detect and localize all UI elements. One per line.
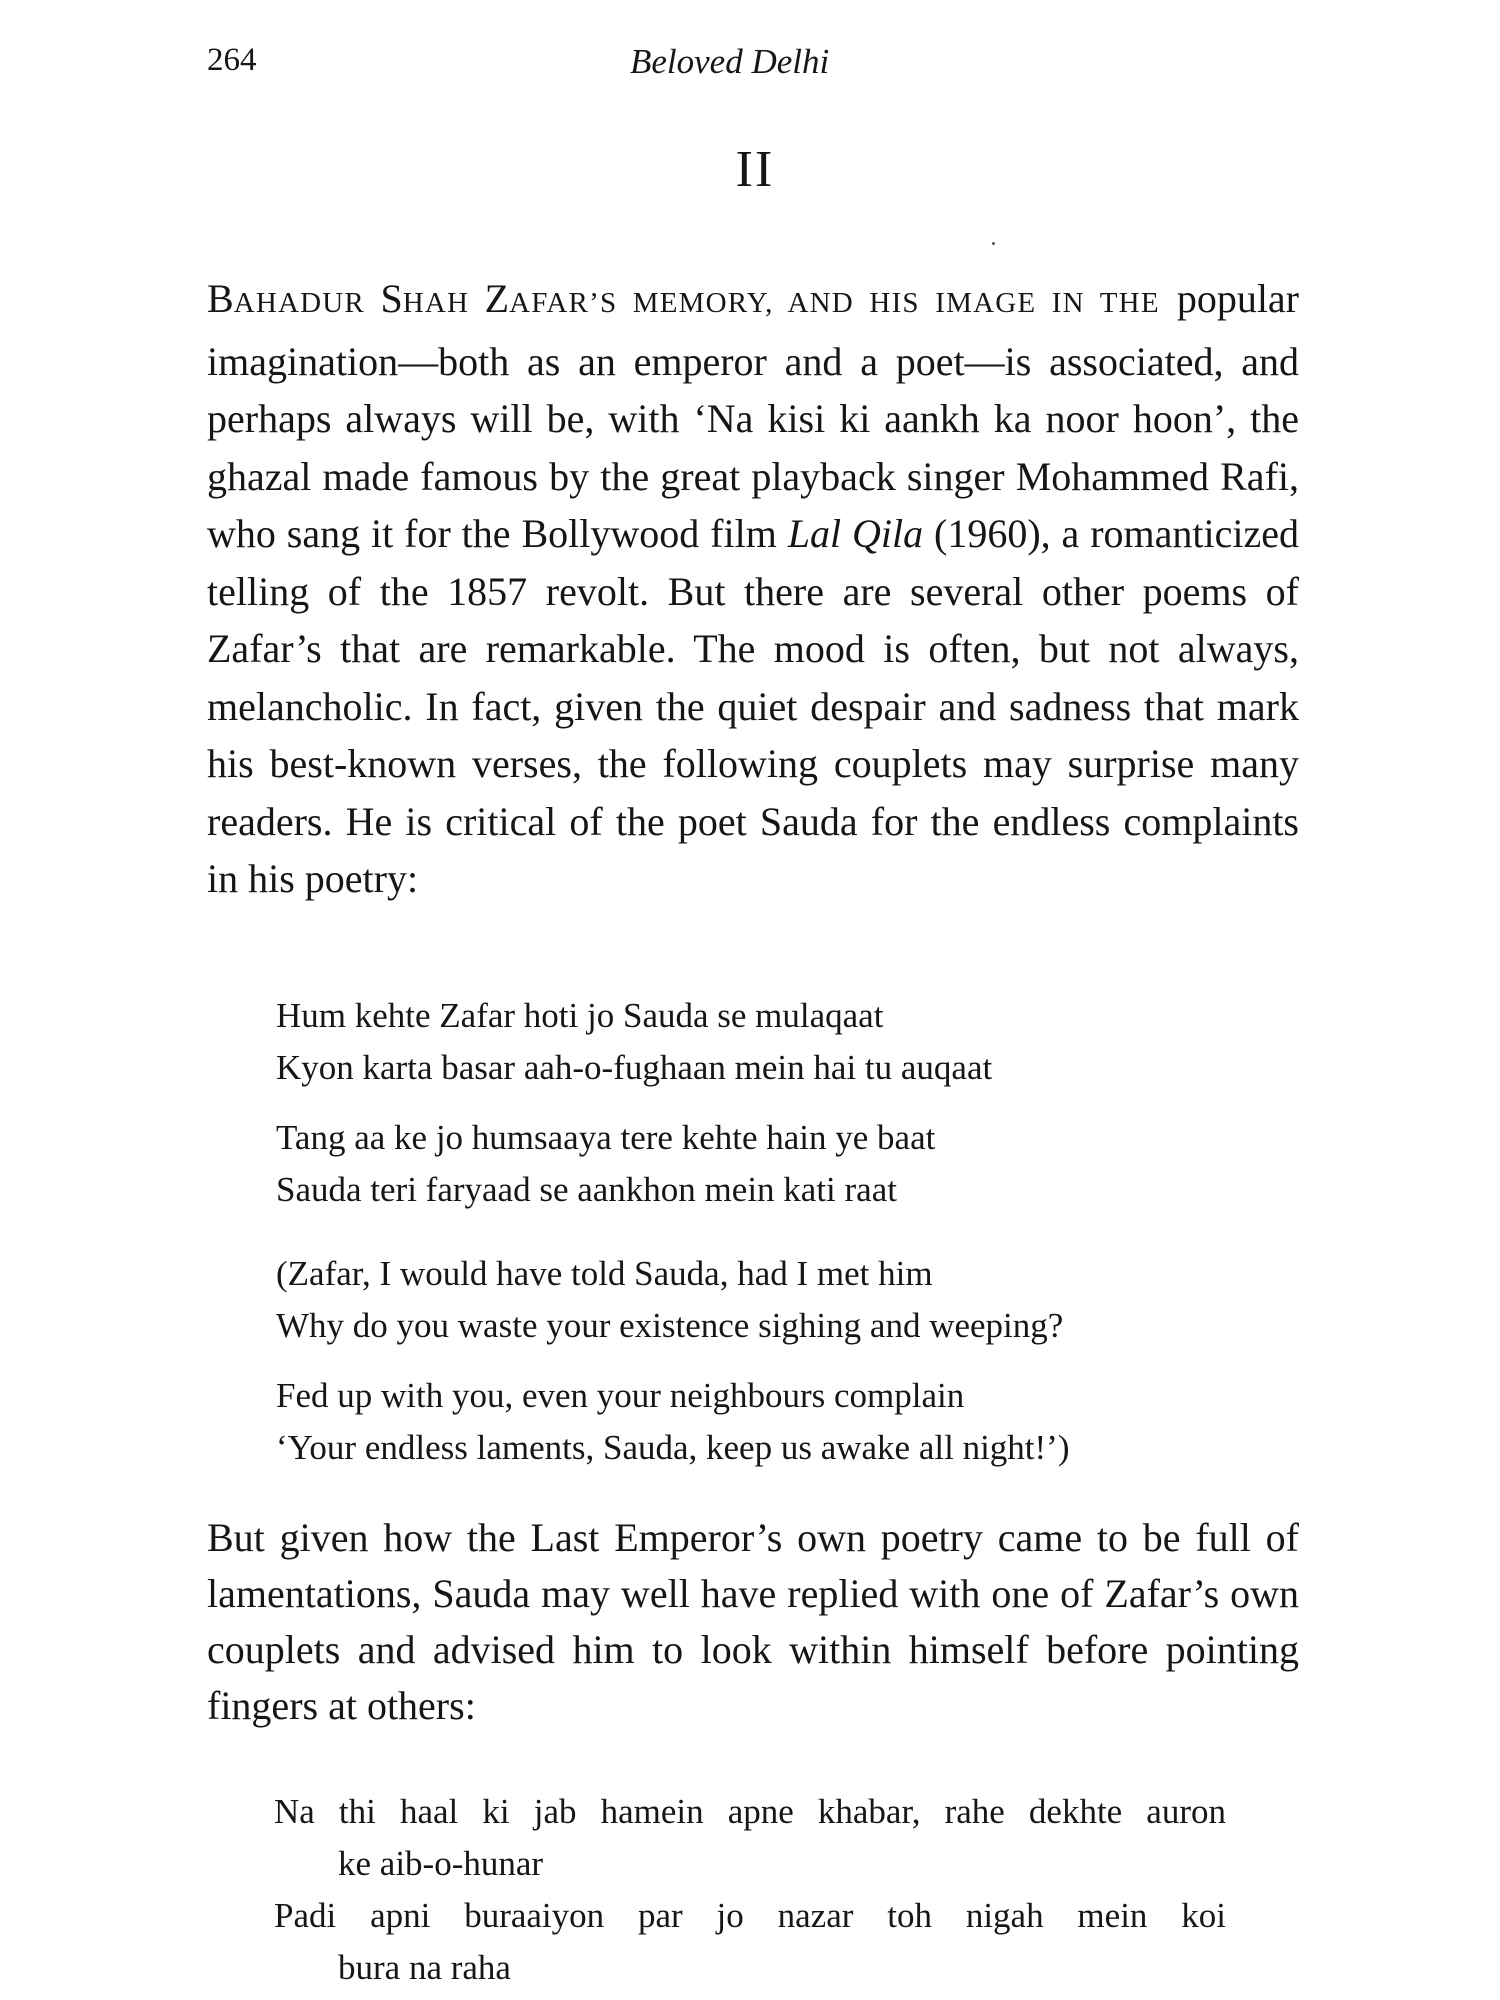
urdu-couplet-2 (276, 1112, 1276, 1216)
lead-text: AFAR’S MEMORY, AND HIS IMAGE IN THE (509, 287, 1160, 319)
verse-line: Why do you waste your existence sighing and weeping? (276, 1306, 1064, 1345)
page-number: 264 (207, 42, 257, 78)
film-title: Lal Qila (787, 511, 924, 556)
lead-text: AHADUR (233, 287, 381, 319)
paragraph-1-text-b: (1960), a romanticized telling of the 1857 revolt. But there are several other poems of Zafar’s that are remarkable. The mood is often, but not always, melancholic. In fact, given the quiet despair and sadness that mark his best-known verses, the following couplets may surprise many readers. He is critical of the poet Sauda for the endless complaints in his poetry: (207, 511, 1299, 901)
section-heading (0, 140, 1500, 199)
final-couplet (274, 1786, 1226, 1994)
english-couplet-2 (276, 1370, 1276, 1474)
verse-line-continuation: bura na raha (338, 1948, 511, 1987)
verse-line: ‘Your endless laments, Sauda, keep us awake all night!’) (276, 1428, 1070, 1467)
lead-capital: S (380, 276, 403, 321)
english-couplet-1 (276, 1248, 1276, 1352)
lead-capital: Z (484, 276, 510, 321)
verse-line: Sauda teri faryaad se aankhon mein kati raat (276, 1170, 897, 1209)
running-head (0, 42, 1500, 82)
verse-line: Na thi haal ki jab hamein apne khabar, rahe dekhte auron (274, 1792, 1226, 1831)
verse-line: Kyon karta basar aah-o-fughaan mein hai tu auqaat (276, 1048, 993, 1087)
paragraph-1-text-a: popular imagination—both as an emperor and a poet—is associated, and perhaps always will be, with ‘Na kisi ki aankh ka noor hoon’, the ghazal made famous by the great playback singer Mohammed Rafi, who sang it for the Bollywood film (207, 276, 1299, 556)
paragraph-1-lead-in (207, 276, 1160, 321)
paragraph-2: But given how the Last Emperor’s own poetry came to be full of lamentations, Sauda may well have replied with one of Zafar’s own couplets and advised him to look within himself before pointing fingers at others: (207, 1515, 1299, 1728)
paragraph-1 (207, 270, 1299, 908)
section-numeral: II (735, 141, 775, 198)
book-title: Beloved Delhi (630, 42, 830, 81)
verse-line: Tang aa ke jo humsaaya tere kehte hain ye baat (276, 1118, 936, 1157)
print-speck (992, 242, 995, 245)
verse-line-continuation: ke aib-o-hunar (338, 1844, 544, 1883)
verse-line: Hum kehte Zafar hoti jo Sauda se mulaqaat (276, 996, 884, 1035)
lead-capital: B (207, 276, 234, 321)
lead-text: HAH (402, 287, 485, 319)
verse-line: Fed up with you, even your neighbours complain (276, 1376, 965, 1415)
verse-line: (Zafar, I would have told Sauda, had I met him (276, 1254, 933, 1293)
urdu-couplet-1 (276, 990, 1276, 1094)
verse-line: Padi apni buraaiyon par jo nazar toh nigah mein koi (274, 1896, 1226, 1935)
